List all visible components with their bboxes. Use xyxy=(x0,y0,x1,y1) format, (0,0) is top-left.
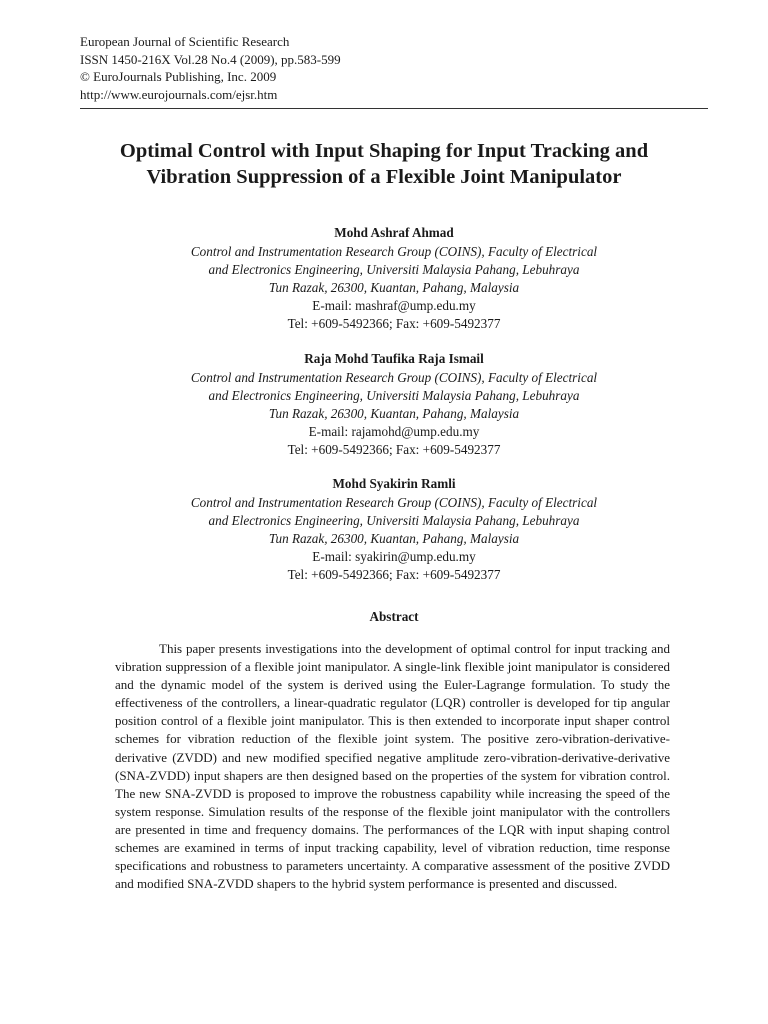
author-email: E-mail: rajamohd@ump.edu.my xyxy=(308,424,480,439)
author-affiliation-line-3: Tun Razak, 26300, Kuantan, Pahang, Malaysia xyxy=(268,531,520,546)
author-affiliation-line-1: Control and Instrumentation Research Group (COINS), Faculty of Electrical xyxy=(190,244,598,259)
author-name: Raja Mohd Taufika Raja Ismail xyxy=(304,351,484,366)
paper-title xyxy=(60,138,708,190)
author-phone: Tel: +609-5492366; Fax: +609-5492377 xyxy=(287,442,501,457)
author-phone: Tel: +609-5492366; Fax: +609-5492377 xyxy=(287,316,501,331)
title-line-1: Optimal Control with Input Shaping for Input Tracking and xyxy=(119,140,649,162)
journal-issn: ISSN 1450-216X Vol.28 No.4 (2009), pp.583-599 xyxy=(80,51,341,67)
author-name: Mohd Ashraf Ahmad xyxy=(334,225,454,240)
header-divider xyxy=(80,108,708,109)
author-affiliation-line-2: and Electronics Engineering, Universiti Malaysia Pahang, Lebuhraya xyxy=(208,262,580,277)
author-name: Mohd Syakirin Ramli xyxy=(332,476,456,491)
abstract-body: This paper presents investigations into the development of optimal control for input tracking and vibration suppression of a flexible joint manipulator. A single-link flexible joint manipulator is considered and the dynamic model of the system is derived using the Euler-Lagrange formulation. To study the effectiveness of the controllers, a linear-quadratic regulator (LQR) controller is developed for tip angular position control of a flexible joint manipulator. This is then extended to incorporate input shaper control schemes for vibration reduction of the flexible joint system. The positive zero-vibration-derivative-derivative (ZVDD) and new modified specified negative amplitude zero-vibration-derivative-derivative (SNA-ZVDD) input shapers are then designed based on the properties of the system for vibration control. The new SNA-ZVDD is proposed to improve the robustness capability while increasing the speed of the system response. Simulation results of the response of the flexible joint manipulator with the controllers are presented in time and frequency domains. The performances of the LQR with input shaping control schemes are examined in terms of input tracking capability, level of vibration reduction, time response specifications and robustness to parameters uncertainty. A comparative assessment of the positive ZVDD and modified SNA-ZVDD shapers to the hybrid system performance is presented and discussed. xyxy=(115,641,670,892)
author-block-2 xyxy=(110,350,678,459)
author-affiliation-line-2: and Electronics Engineering, Universiti Malaysia Pahang, Lebuhraya xyxy=(208,388,580,403)
author-affiliation-line-3: Tun Razak, 26300, Kuantan, Pahang, Malaysia xyxy=(268,406,520,421)
author-affiliation-line-1: Control and Instrumentation Research Group (COINS), Faculty of Electrical xyxy=(190,495,598,510)
journal-header xyxy=(80,33,341,103)
author-email: E-mail: syakirin@ump.edu.my xyxy=(312,549,476,564)
author-affiliation-line-1: Control and Instrumentation Research Group (COINS), Faculty of Electrical xyxy=(190,370,598,385)
abstract-heading: Abstract xyxy=(369,609,419,624)
author-block-3 xyxy=(110,475,678,584)
author-phone: Tel: +609-5492366; Fax: +609-5492377 xyxy=(287,567,501,582)
author-email: E-mail: mashraf@ump.edu.my xyxy=(312,298,476,313)
author-affiliation-line-3: Tun Razak, 26300, Kuantan, Pahang, Malaysia xyxy=(268,280,520,295)
author-block-1 xyxy=(110,224,678,333)
journal-copyright: © EuroJournals Publishing, Inc. 2009 xyxy=(80,69,277,84)
title-line-2: Vibration Suppression of a Flexible Joint Manipulator xyxy=(146,166,622,188)
journal-url: http://www.eurojournals.com/ejsr.htm xyxy=(80,86,278,102)
author-affiliation-line-2: and Electronics Engineering, Universiti Malaysia Pahang, Lebuhraya xyxy=(208,513,580,528)
journal-name: European Journal of Scientific Research xyxy=(80,34,290,49)
